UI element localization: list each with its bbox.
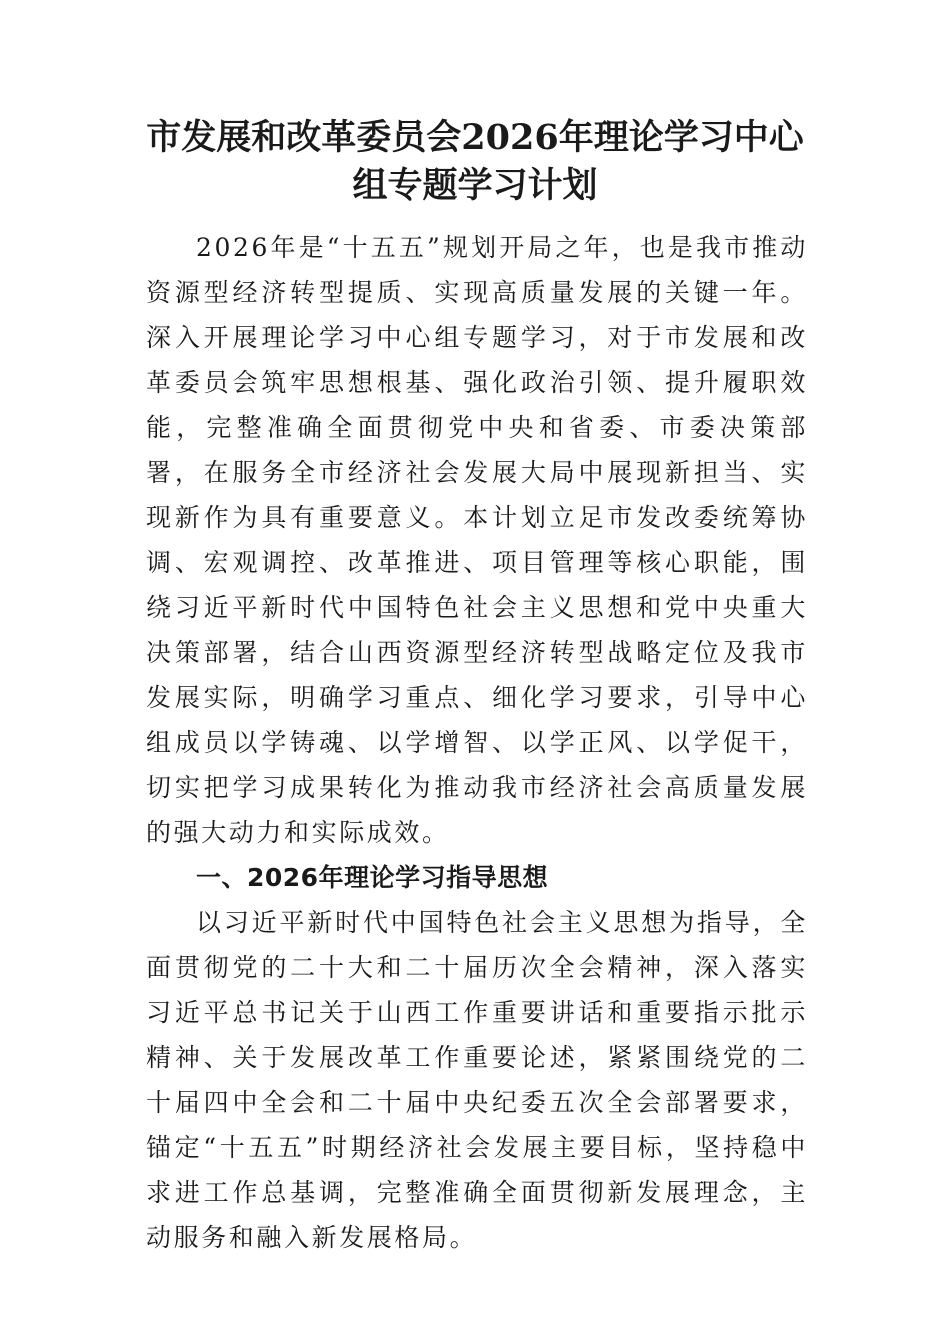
section-paragraph-guiding-ideology: 以习近平新时代中国特色社会主义思想为指导，全面贯彻党的二十大和二十届历次全会精神，深入落实习近平总书记关于山西工作重要讲话和重要指示批示精神、关于发展改革工作重要论述，紧紧围绕党的二十届四中全会和二十届中央纪委五次全会部署要求，锚定“十五五”时期经济社会发展主要目标，坚持稳中求进工作总基调，完整准确全面贯彻新发展理念，主动服务和融入新发展格局。 (146, 908, 808, 1252)
title-line-1: 市发展和改革委员会2026年理论学习中心 (146, 117, 804, 158)
document-body (146, 225, 808, 1260)
title-line-2: 组专题学习计划 (352, 165, 598, 206)
section-heading-guiding-ideology: 一、2026年理论学习指导思想 (196, 863, 549, 892)
intro-paragraph: 2026年是“十五五”规划开局之年，也是我市推动资源型经济转型提质、实现高质量发展的关键一年。深入开展理论学习中心组专题学习，对于市发展和改革委员会筑牢思想根基、强化政治引领、提升履职效能，完整准确全面贯彻党中央和省委、市委决策部署，在服务全市经济社会发展大局中展现新担当、实现新作为具有重要意义。本计划立足市发改委统筹协调、宏观调控、改革推进、项目管理等核心职能，围绕习近平新时代中国特色社会主义思想和党中央重大决策部署，结合山西资源型经济转型战略定位及我市发展实际，明确学习重点、细化学习要求，引导中心组成员以学铸魂、以学增智、以学正风、以学促干，切实把学习成果转化为推动我市经济社会高质量发展的强大动力和实际成效。 (146, 233, 808, 847)
document-title (120, 114, 830, 210)
